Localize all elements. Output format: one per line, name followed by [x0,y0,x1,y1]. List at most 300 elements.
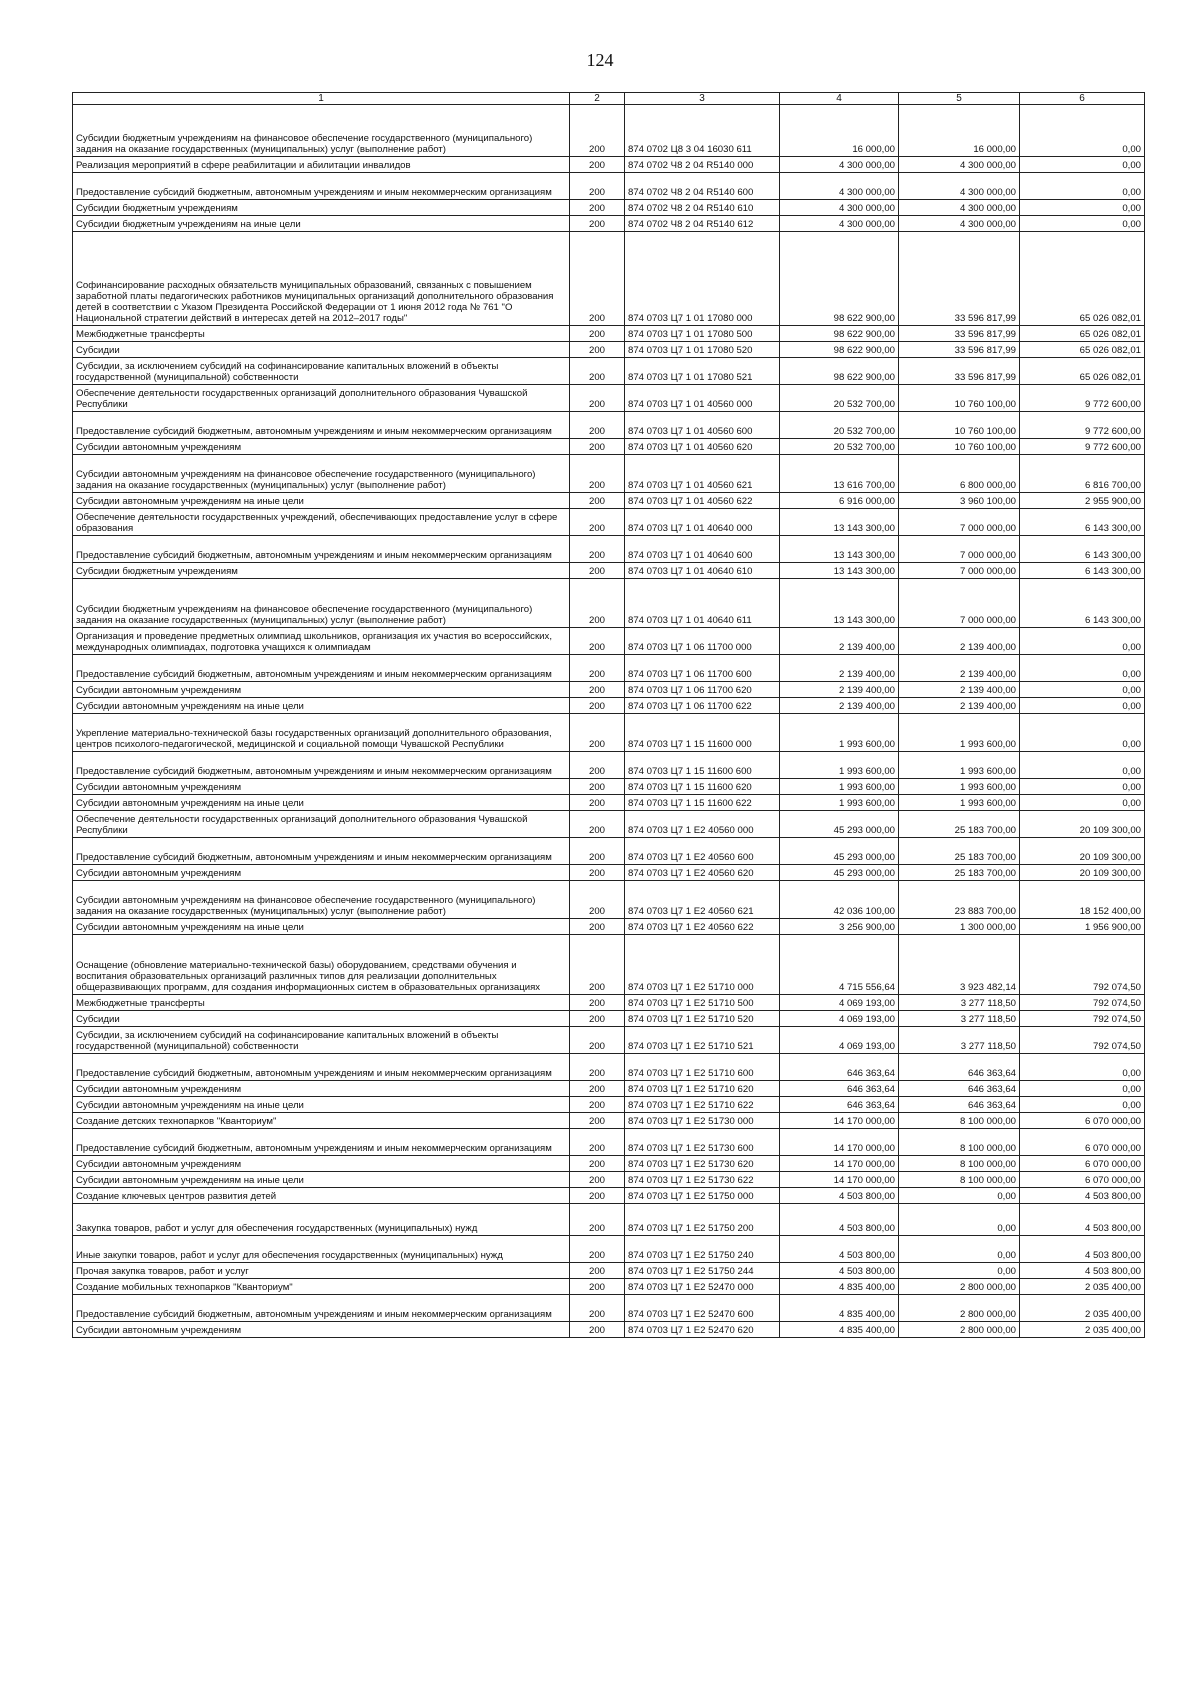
amount-col-4: 4 715 556,64 [780,935,899,995]
amount-col-6: 0,00 [1020,682,1145,698]
amount-col-5: 10 760 100,00 [899,412,1020,439]
amount-col-4: 20 532 700,00 [780,412,899,439]
item-name: Создание ключевых центров развития детей [73,1188,570,1204]
amount-col-4: 4 835 400,00 [780,1322,899,1338]
amount-col-4: 4 300 000,00 [780,157,899,173]
amount-col-4: 14 170 000,00 [780,1113,899,1129]
amount-col-6: 65 026 082,01 [1020,358,1145,385]
amount-col-4: 20 532 700,00 [780,385,899,412]
amount-col-6: 792 074,50 [1020,995,1145,1011]
line-code: 200 [570,563,625,579]
budget-classification-code: 874 0703 Ц7 1 E2 40560 620 [625,865,780,881]
budget-classification-code: 874 0703 Ц7 1 01 40560 000 [625,385,780,412]
amount-col-4: 4 835 400,00 [780,1295,899,1322]
amount-col-6: 6 070 000,00 [1020,1129,1145,1156]
amount-col-4: 3 256 900,00 [780,919,899,935]
amount-col-4: 4 300 000,00 [780,173,899,200]
amount-col-6: 65 026 082,01 [1020,232,1145,326]
budget-classification-code: 874 0703 Ц7 1 15 11600 000 [625,714,780,752]
column-header-1: 1 [73,93,570,105]
amount-col-5: 1 993 600,00 [899,752,1020,779]
budget-classification-code: 874 0703 Ц7 1 E2 51750 000 [625,1188,780,1204]
item-name: Субсидии автономным учреждениям [73,1322,570,1338]
amount-col-6: 20 109 300,00 [1020,838,1145,865]
item-name: Закупка товаров, работ и услуг для обеспечения государственных (муниципальных) нужд [73,1204,570,1236]
item-name: Субсидии автономным учреждениям на финансовое обеспечение государственного (муниципального) задания на оказание государственных (муниципальных) услуг (выполнение работ) [73,881,570,919]
amount-col-6: 6 143 300,00 [1020,509,1145,536]
budget-classification-code: 874 0703 Ц7 1 E2 51710 600 [625,1054,780,1081]
line-code: 200 [570,1188,625,1204]
amount-col-5: 7 000 000,00 [899,579,1020,628]
table-row [73,509,1145,536]
amount-col-5: 2 139 400,00 [899,628,1020,655]
table-row [73,216,1145,232]
line-code: 200 [570,1129,625,1156]
table-row [73,326,1145,342]
amount-col-5: 646 363,64 [899,1081,1020,1097]
table-row [73,342,1145,358]
amount-col-5: 4 300 000,00 [899,200,1020,216]
item-name: Реализация мероприятий в сфере реабилитации и абилитации инвалидов [73,157,570,173]
budget-classification-code: 874 0703 Ц7 1 E2 51730 600 [625,1129,780,1156]
budget-classification-code: 874 0703 Ц7 1 01 40640 000 [625,509,780,536]
table-row [73,1081,1145,1097]
item-name: Прочая закупка товаров, работ и услуг [73,1263,570,1279]
amount-col-4: 646 363,64 [780,1054,899,1081]
line-code: 200 [570,536,625,563]
table-header-row [73,93,1145,105]
budget-classification-code: 874 0703 Ц7 1 15 11600 600 [625,752,780,779]
item-name: Субсидии автономным учреждениям на иные цели [73,1172,570,1188]
amount-col-4: 13 143 300,00 [780,563,899,579]
amount-col-6: 0,00 [1020,752,1145,779]
amount-col-6: 0,00 [1020,628,1145,655]
amount-col-4: 98 622 900,00 [780,358,899,385]
amount-col-5: 3 277 118,50 [899,1027,1020,1054]
budget-classification-code: 874 0703 Ц7 1 E2 51710 622 [625,1097,780,1113]
line-code: 200 [570,752,625,779]
amount-col-5: 3 960 100,00 [899,493,1020,509]
amount-col-6: 65 026 082,01 [1020,326,1145,342]
item-name: Предоставление субсидий бюджетным, автономным учреждениям и иным некоммерческим организациям [73,752,570,779]
amount-col-4: 45 293 000,00 [780,865,899,881]
line-code: 200 [570,412,625,439]
line-code: 200 [570,342,625,358]
item-name: Организация и проведение предметных олимпиад школьников, организация их участия во всероссийских, международных олимпиадах, подготовка учащихся к олимпиадам [73,628,570,655]
amount-col-4: 13 143 300,00 [780,536,899,563]
budget-classification-code: 874 0702 Ч8 2 04 R5140 000 [625,157,780,173]
item-name: Создание мобильных технопарков "Кванториум" [73,1279,570,1295]
item-name: Межбюджетные трансферты [73,995,570,1011]
amount-col-5: 1 993 600,00 [899,779,1020,795]
amount-col-5: 25 183 700,00 [899,838,1020,865]
table-row [73,439,1145,455]
budget-classification-code: 874 0703 Ц7 1 01 40640 611 [625,579,780,628]
amount-col-4: 4 835 400,00 [780,1279,899,1295]
line-code: 200 [570,385,625,412]
amount-col-6: 6 143 300,00 [1020,579,1145,628]
item-name: Субсидии [73,1011,570,1027]
table-row [73,1027,1145,1054]
amount-col-6: 0,00 [1020,173,1145,200]
budget-classification-code: 874 0703 Ц7 1 E2 51710 520 [625,1011,780,1027]
amount-col-6: 6 143 300,00 [1020,563,1145,579]
table-row [73,995,1145,1011]
item-name: Субсидии автономным учреждениям [73,865,570,881]
amount-col-4: 2 139 400,00 [780,628,899,655]
table-row [73,752,1145,779]
item-name: Субсидии бюджетным учреждениям [73,200,570,216]
item-name: Обеспечение деятельности государственных организаций дополнительного образования Чувашской Республики [73,385,570,412]
amount-col-4: 2 139 400,00 [780,698,899,714]
amount-col-4: 98 622 900,00 [780,232,899,326]
line-code: 200 [570,1054,625,1081]
item-name: Субсидии автономным учреждениям на финансовое обеспечение государственного (муниципального) задания на оказание государственных (муниципальных) услуг (выполнение работ) [73,455,570,493]
budget-classification-code: 874 0703 Ц7 1 01 17080 520 [625,342,780,358]
budget-classification-code: 874 0703 Ц7 1 01 40560 600 [625,412,780,439]
amount-col-6: 9 772 600,00 [1020,385,1145,412]
amount-col-5: 2 139 400,00 [899,655,1020,682]
table-row [73,232,1145,326]
line-code: 200 [570,714,625,752]
budget-classification-code: 874 0703 Ц7 1 01 40640 600 [625,536,780,563]
line-code: 200 [570,811,625,838]
line-code: 200 [570,1081,625,1097]
amount-col-4: 4 503 800,00 [780,1236,899,1263]
budget-classification-code: 874 0703 Ц7 1 01 40560 622 [625,493,780,509]
line-code: 200 [570,1236,625,1263]
budget-classification-code: 874 0703 Ц7 1 15 11600 620 [625,779,780,795]
amount-col-5: 33 596 817,99 [899,326,1020,342]
budget-classification-code: 874 0703 Ц7 1 E2 40560 621 [625,881,780,919]
amount-col-4: 4 503 800,00 [780,1263,899,1279]
amount-col-4: 4 300 000,00 [780,216,899,232]
item-name: Субсидии автономным учреждениям [73,682,570,698]
item-name: Субсидии, за исключением субсидий на софинансирование капитальных вложений в объекты государственной (муниципальной) собственности [73,358,570,385]
column-header-6: 6 [1020,93,1145,105]
budget-table [72,92,1145,1338]
table-row [73,536,1145,563]
budget-classification-code: 874 0703 Ц7 1 01 40640 610 [625,563,780,579]
item-name: Обеспечение деятельности государственных организаций дополнительного образования Чувашской Республики [73,811,570,838]
budget-classification-code: 874 0702 Ч8 2 04 R5140 600 [625,173,780,200]
amount-col-5: 8 100 000,00 [899,1156,1020,1172]
line-code: 200 [570,682,625,698]
budget-classification-code: 874 0703 Ц7 1 E2 51750 200 [625,1204,780,1236]
amount-col-5: 2 139 400,00 [899,698,1020,714]
amount-col-6: 0,00 [1020,779,1145,795]
amount-col-5: 10 760 100,00 [899,439,1020,455]
amount-col-4: 1 993 600,00 [780,795,899,811]
item-name: Субсидии бюджетным учреждениям на финансовое обеспечение государственного (муниципального) задания на оказание государственных (муниципальных) услуг (выполнение работ) [73,579,570,628]
amount-col-5: 10 760 100,00 [899,385,1020,412]
amount-col-5: 0,00 [899,1188,1020,1204]
table-body [73,105,1145,1338]
amount-col-6: 0,00 [1020,698,1145,714]
amount-col-5: 33 596 817,99 [899,232,1020,326]
item-name: Субсидии бюджетным учреждениям [73,563,570,579]
budget-classification-code: 874 0702 Ч8 2 04 R5140 610 [625,200,780,216]
item-name: Предоставление субсидий бюджетным, автономным учреждениям и иным некоммерческим организациям [73,1129,570,1156]
item-name: Предоставление субсидий бюджетным, автономным учреждениям и иным некоммерческим организациям [73,536,570,563]
line-code: 200 [570,1027,625,1054]
table-row [73,1263,1145,1279]
line-code: 200 [570,1263,625,1279]
budget-classification-code: 874 0702 Ц8 3 04 16030 611 [625,105,780,157]
amount-col-4: 98 622 900,00 [780,326,899,342]
amount-col-4: 4 503 800,00 [780,1188,899,1204]
amount-col-5: 3 277 118,50 [899,995,1020,1011]
amount-col-6: 4 503 800,00 [1020,1236,1145,1263]
amount-col-6: 65 026 082,01 [1020,342,1145,358]
budget-classification-code: 874 0703 Ц7 1 01 17080 500 [625,326,780,342]
amount-col-4: 1 993 600,00 [780,779,899,795]
budget-classification-code: 874 0703 Ц7 1 E2 40560 600 [625,838,780,865]
table-row [73,385,1145,412]
table-row [73,563,1145,579]
table-row [73,1129,1145,1156]
budget-classification-code: 874 0703 Ц7 1 E2 51710 620 [625,1081,780,1097]
amount-col-5: 2 800 000,00 [899,1295,1020,1322]
budget-classification-code: 874 0703 Ц7 1 E2 51750 240 [625,1236,780,1263]
amount-col-4: 20 532 700,00 [780,439,899,455]
line-code: 200 [570,865,625,881]
line-code: 200 [570,1156,625,1172]
table-row [73,779,1145,795]
amount-col-4: 42 036 100,00 [780,881,899,919]
amount-col-5: 0,00 [899,1263,1020,1279]
line-code: 200 [570,105,625,157]
budget-classification-code: 874 0703 Ц7 1 E2 52470 600 [625,1295,780,1322]
budget-classification-code: 874 0702 Ч8 2 04 R5140 612 [625,216,780,232]
budget-classification-code: 874 0703 Ц7 1 01 17080 000 [625,232,780,326]
budget-classification-code: 874 0703 Ц7 1 E2 51750 244 [625,1263,780,1279]
budget-classification-code: 874 0703 Ц7 1 01 40560 621 [625,455,780,493]
table-row [73,105,1145,157]
line-code: 200 [570,995,625,1011]
amount-col-6: 6 070 000,00 [1020,1172,1145,1188]
budget-classification-code: 874 0703 Ц7 1 06 11700 600 [625,655,780,682]
table-row [73,698,1145,714]
amount-col-6: 20 109 300,00 [1020,865,1145,881]
amount-col-4: 4 069 193,00 [780,1011,899,1027]
budget-classification-code: 874 0703 Ц7 1 E2 40560 622 [625,919,780,935]
amount-col-6: 0,00 [1020,1097,1145,1113]
line-code: 200 [570,1113,625,1129]
amount-col-5: 7 000 000,00 [899,563,1020,579]
line-code: 200 [570,493,625,509]
table-row [73,358,1145,385]
table-row [73,1113,1145,1129]
item-name: Обеспечение деятельности государственных учреждений, обеспечивающих предоставление услуг в сфере образования [73,509,570,536]
item-name: Субсидии автономным учреждениям на иные цели [73,1097,570,1113]
budget-classification-code: 874 0703 Ц7 1 E2 51710 500 [625,995,780,1011]
line-code: 200 [570,795,625,811]
budget-classification-code: 874 0703 Ц7 1 06 11700 620 [625,682,780,698]
line-code: 200 [570,919,625,935]
amount-col-4: 13 616 700,00 [780,455,899,493]
line-code: 200 [570,1322,625,1338]
amount-col-4: 2 139 400,00 [780,682,899,698]
page-number: 124 [586,50,614,70]
amount-col-6: 4 503 800,00 [1020,1188,1145,1204]
item-name: Предоставление субсидий бюджетным, автономным учреждениям и иным некоммерческим организациям [73,655,570,682]
amount-col-4: 45 293 000,00 [780,838,899,865]
line-code: 200 [570,935,625,995]
amount-col-5: 33 596 817,99 [899,342,1020,358]
amount-col-5: 8 100 000,00 [899,1129,1020,1156]
table-row [73,838,1145,865]
amount-col-5: 1 300 000,00 [899,919,1020,935]
amount-col-6: 9 772 600,00 [1020,412,1145,439]
table-row [73,714,1145,752]
amount-col-4: 13 143 300,00 [780,579,899,628]
item-name: Субсидии автономным учреждениям на иные цели [73,795,570,811]
table-row [73,1204,1145,1236]
line-code: 200 [570,655,625,682]
column-header-3: 3 [625,93,780,105]
table-row [73,200,1145,216]
amount-col-4: 98 622 900,00 [780,342,899,358]
item-name: Предоставление субсидий бюджетным, автономным учреждениям и иным некоммерческим организациям [73,1054,570,1081]
line-code: 200 [570,326,625,342]
budget-classification-code: 874 0703 Ц7 1 E2 51730 622 [625,1172,780,1188]
amount-col-6: 2 955 900,00 [1020,493,1145,509]
line-code: 200 [570,698,625,714]
table-row [73,1054,1145,1081]
item-name: Укрепление материально-технической базы государственных организаций дополнительного образования, центров психолого-педагогической, медицинской и социальной помощи Чувашской Республики [73,714,570,752]
item-name: Субсидии автономным учреждениям на иные цели [73,698,570,714]
amount-col-5: 646 363,64 [899,1054,1020,1081]
amount-col-5: 1 993 600,00 [899,795,1020,811]
table-row [73,157,1145,173]
table-row [73,1236,1145,1263]
amount-col-5: 3 277 118,50 [899,1011,1020,1027]
line-code: 200 [570,1204,625,1236]
amount-col-4: 646 363,64 [780,1081,899,1097]
line-code: 200 [570,838,625,865]
item-name: Субсидии автономным учреждениям [73,439,570,455]
table-row [73,493,1145,509]
amount-col-6: 6 816 700,00 [1020,455,1145,493]
line-code: 200 [570,157,625,173]
amount-col-4: 16 000,00 [780,105,899,157]
amount-col-6: 792 074,50 [1020,935,1145,995]
amount-col-5: 2 139 400,00 [899,682,1020,698]
amount-col-4: 13 143 300,00 [780,509,899,536]
amount-col-6: 18 152 400,00 [1020,881,1145,919]
amount-col-4: 646 363,64 [780,1097,899,1113]
item-name: Создание детских технопарков "Кванториум" [73,1113,570,1129]
amount-col-4: 4 069 193,00 [780,1027,899,1054]
line-code: 200 [570,779,625,795]
item-name: Предоставление субсидий бюджетным, автономным учреждениям и иным некоммерческим организациям [73,173,570,200]
item-name: Оснащение (обновление материально-технической базы) оборудованием, средствами обучения и воспитания образовательных организаций различных типов для реализации дополнительных общеразвивающих программ, для создания информационных систем в образовательных организациях [73,935,570,995]
budget-classification-code: 874 0703 Ц7 1 E2 51730 620 [625,1156,780,1172]
line-code: 200 [570,455,625,493]
amount-col-4: 1 993 600,00 [780,752,899,779]
column-header-4: 4 [780,93,899,105]
budget-classification-code: 874 0703 Ц7 1 E2 52470 000 [625,1279,780,1295]
amount-col-5: 33 596 817,99 [899,358,1020,385]
amount-col-5: 23 883 700,00 [899,881,1020,919]
item-name: Предоставление субсидий бюджетным, автономным учреждениям и иным некоммерческим организациям [73,1295,570,1322]
amount-col-6: 792 074,50 [1020,1027,1145,1054]
item-name: Предоставление субсидий бюджетным, автономным учреждениям и иным некоммерческим организациям [73,412,570,439]
amount-col-6: 2 035 400,00 [1020,1322,1145,1338]
amount-col-5: 8 100 000,00 [899,1172,1020,1188]
amount-col-6: 6 143 300,00 [1020,536,1145,563]
amount-col-4: 4 069 193,00 [780,995,899,1011]
amount-col-6: 0,00 [1020,105,1145,157]
line-code: 200 [570,628,625,655]
line-code: 200 [570,216,625,232]
amount-col-4: 14 170 000,00 [780,1156,899,1172]
amount-col-6: 0,00 [1020,795,1145,811]
item-name: Иные закупки товаров, работ и услуг для обеспечения государственных (муниципальных) нужд [73,1236,570,1263]
column-header-5: 5 [899,93,1020,105]
amount-col-4: 14 170 000,00 [780,1129,899,1156]
amount-col-5: 7 000 000,00 [899,536,1020,563]
amount-col-4: 6 916 000,00 [780,493,899,509]
table-row [73,412,1145,439]
budget-classification-code: 874 0703 Ц7 1 15 11600 622 [625,795,780,811]
line-code: 200 [570,439,625,455]
table-row [73,628,1145,655]
line-code: 200 [570,358,625,385]
table-row [73,865,1145,881]
amount-col-5: 2 800 000,00 [899,1279,1020,1295]
amount-col-6: 0,00 [1020,157,1145,173]
line-code: 200 [570,1279,625,1295]
amount-col-5: 0,00 [899,1236,1020,1263]
budget-classification-code: 874 0703 Ц7 1 E2 40560 000 [625,811,780,838]
amount-col-6: 2 035 400,00 [1020,1295,1145,1322]
line-code: 200 [570,1295,625,1322]
table-row [73,935,1145,995]
amount-col-5: 0,00 [899,1204,1020,1236]
item-name: Субсидии, за исключением субсидий на софинансирование капитальных вложений в объекты государственной (муниципальной) собственности [73,1027,570,1054]
table-row [73,1322,1145,1338]
table-row [73,1172,1145,1188]
budget-classification-code: 874 0703 Ц7 1 06 11700 622 [625,698,780,714]
amount-col-6: 4 503 800,00 [1020,1263,1145,1279]
amount-col-6: 0,00 [1020,216,1145,232]
amount-col-5: 7 000 000,00 [899,509,1020,536]
amount-col-6: 9 772 600,00 [1020,439,1145,455]
amount-col-5: 3 923 482,14 [899,935,1020,995]
item-name: Предоставление субсидий бюджетным, автономным учреждениям и иным некоммерческим организациям [73,838,570,865]
amount-col-5: 4 300 000,00 [899,157,1020,173]
item-name: Софинансирование расходных обязательств муниципальных образований, связанных с повышением заработной платы педагогических работников муниципальных организаций дополнительного образования детей в соответствии с Указом Президента Российской Федерации от 1 июня 2012 года № 761 "О Национальной стратегии действий в интересах детей на 2012–2017 годы" [73,232,570,326]
amount-col-4: 4 300 000,00 [780,200,899,216]
line-code: 200 [570,232,625,326]
table-row [73,655,1145,682]
amount-col-4: 4 503 800,00 [780,1204,899,1236]
table-row [73,1295,1145,1322]
item-name: Межбюджетные трансферты [73,326,570,342]
amount-col-5: 8 100 000,00 [899,1113,1020,1129]
line-code: 200 [570,881,625,919]
table-row [73,1011,1145,1027]
line-code: 200 [570,173,625,200]
table-row [73,1188,1145,1204]
line-code: 200 [570,1172,625,1188]
amount-col-6: 6 070 000,00 [1020,1113,1145,1129]
item-name: Субсидии [73,342,570,358]
item-name: Субсидии автономным учреждениям [73,1081,570,1097]
budget-classification-code: 874 0703 Ц7 1 06 11700 000 [625,628,780,655]
